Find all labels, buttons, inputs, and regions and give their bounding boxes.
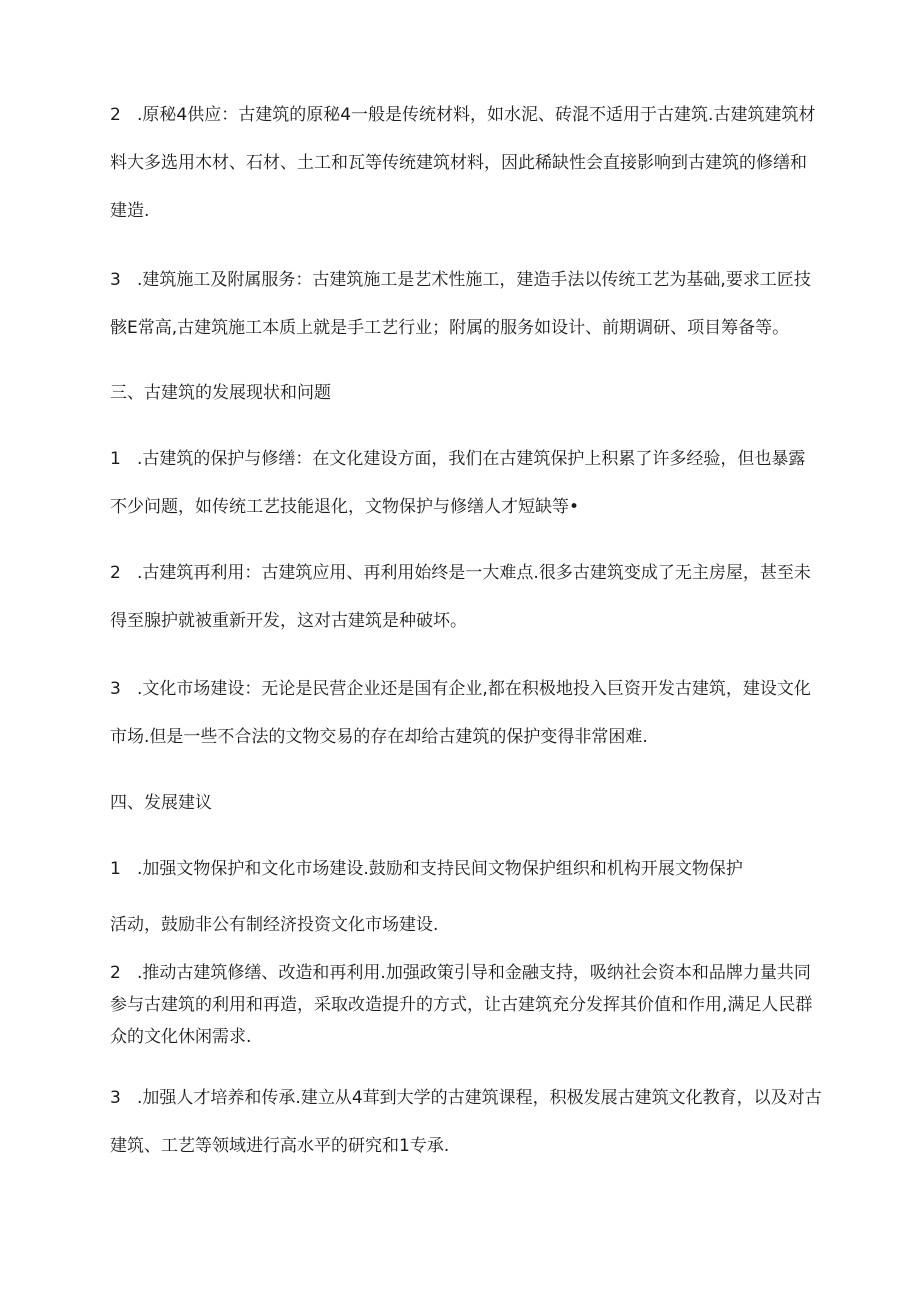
section-heading: 四、发展建议 <box>110 793 212 813</box>
text-line: 参与古建筑的利用和再造，采取改造提升的方式，让古建筑充分发挥其价值和作用,满足人民群 <box>110 995 813 1015</box>
text-line: 建筑、工艺等领域进行高水平的研究和1专承. <box>110 1136 450 1156</box>
text-line: 2 .古建筑再利用：古建筑应用、再利用始终是一大难点.很多古建筑变成了无主房屋，甚至未 <box>110 563 811 583</box>
text-line: 市场.但是一些不合法的文物交易的存在却给古建筑的保护变得非常困难. <box>110 727 648 747</box>
text-line: 3 .加强人才培养和传承.建立从4茸到大学的古建筑课程，积极发展古建筑文化教育，以及对古 <box>110 1088 822 1108</box>
text-line: 料大多选用木材、石材、土工和瓦等传统建筑材料，因此稀缺性会直接影响到古建筑的修缮和 <box>110 153 807 173</box>
text-line: 3 .文化市场建设：无论是民营企业还是国有企业,都在积极地投入巨资开发古建筑，建设文化 <box>110 679 811 699</box>
text-line: 1 .加强文物保护和文化市场建设.鼓励和支持民间文物保护组织和机构开展文物保护 <box>110 859 743 879</box>
text-line: 建造. <box>110 201 150 221</box>
section-heading: 三、古建筑的发展现状和问题 <box>110 383 331 403</box>
text-line: 2 .推动古建筑修缮、改造和再利用.加强政策引导和金融支持，吸纳社会资本和品牌力量共同 <box>110 963 811 983</box>
text-line: 众的文化休闲需求. <box>110 1027 252 1047</box>
text-line: 得至腺护就被重新开发，这对古建筑是种破坏。 <box>110 611 467 631</box>
text-line: 3 .建筑施工及附属服务：古建筑施工是艺术性施工，建造手法以传统工艺为基础,要求工匠技 <box>110 270 811 290</box>
text-line: 2 .原秘4供应：古建筑的原秘4一般是传统材料，如水泥、砖混不适用于古建筑.古建筑建筑材 <box>110 105 816 125</box>
text-line: 不少问题，如传统工艺技能退化，文物保护与修缮人才短缺等• <box>110 497 580 517</box>
text-line: 1 .古建筑的保护与修缮：在文化建设方面，我们在古建筑保护上积累了许多经验，但也暴露 <box>110 449 806 469</box>
text-line: 骸E常高,古建筑施工本质上就是手工艺行业；附属的服务如设计、前期调研、项目筹备等。 <box>110 318 790 338</box>
text-line: 活动，鼓励非公有制经济投资文化市场建设. <box>110 915 439 935</box>
